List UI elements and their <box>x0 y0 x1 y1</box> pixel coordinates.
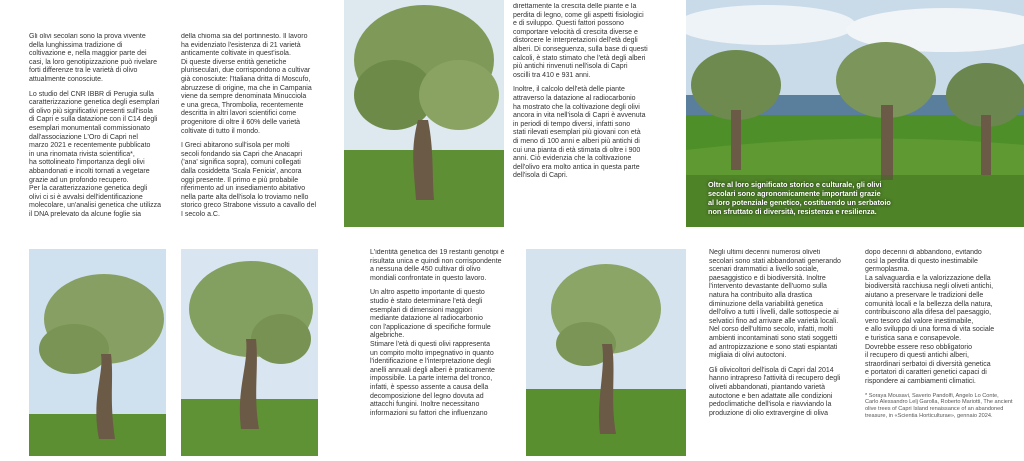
olive-tree-photo-4 <box>526 249 686 456</box>
text-column-6 <box>865 249 1015 459</box>
paragraph: Gli olivicoltori dell'isola di Capri dal 2014 hanno intrapreso l'attività di recupero degli oliveti abbandonati, piantando varietà autoctone e ben adattate alle condizioni pedoclimatiche dell'isola e riavviando la produzione di olio extravergine di oliva <box>709 366 841 417</box>
olive-tree-photo-3 <box>181 249 318 456</box>
text-column-5 <box>709 249 855 459</box>
olive-tree-image <box>29 249 166 456</box>
paragraph: Lo studio del CNR IBBR di Perugia sulla caratterizzazione genetica degli esemplari di olivo più significativi presenti sull'isola di Capri e sulla datazione con il C14 degli esemplari monumentali commissionato dall'associazione L'Oro di Capri nel marzo 2021 e recentemente pubblicato in una rinomata rivista scientifica*, ha sottolineato l'importanza degli olivi abbandonati e incolti tornati a vegetare grazie ad un profondo recupero. Per la caratterizzazione genetica degli olivi ci si è avvalsi dell'identificazione molecolare, un'analisi genetica che utilizza il DNA prelevato da alcune foglie sia <box>29 90 162 218</box>
text-column-4 <box>370 249 522 459</box>
paragraph: L'identità genetica dei 19 restanti genotipi è risultata unica e quindi non corrispondente a nessuna delle 450 cultivar di olivo mondiali confrontate in questo lavoro. <box>370 249 505 282</box>
text-column-1 <box>29 33 169 238</box>
paragraph: Un altro aspetto importante di questo studio è stato determinare l'età degli esemplari di dimensioni maggiori mediante datazione al radiocarbonio con l'applicazione di specifiche formule algebriche. Stimare l'età di questi olivi rappresenta un compito molto impegnativo in quanto l'identificazione e l'interpretazione degli anelli annuali degli alberi è praticamente impossibile. La parte interna del tronco, infatti, è spesso assente a causa della decomposizione del legno dovuta ad attacchi fungini. Inoltre necessitano informazioni su fattori che influenzano <box>370 289 495 417</box>
footnote: * Soraya Mousavi, Saverio Pandolfi, Angelo Lo Conte, Carlo Alessandro Lelj Garolla, Roberto Mariotti, The ancient olive trees of Capri Island renaissance of an abandoned treasure, in «Scientia Horticulturae», gennaio 2024. <box>865 392 1013 419</box>
paragraph: I Greci abitarono sull'isola per molti secoli fondando sia Capri che Anacapri ('ana' significa sopra), comuni collegati dalla cosiddetta 'Scala Fenicia', ancora oggi presente. Il primo e più probabile riferimento ad un insediamento abitativo nella parte alta dell'isola lo troviamo nello storico greco Strabone vissuto a cavallo del I secolo a.C. <box>181 142 317 218</box>
olive-tree-image <box>526 249 686 456</box>
paragraph: Inoltre, il calcolo dell'età delle piante attraverso la datazione al radiocarbonio ha mostrato che la coltivazione degli olivi ancora in vita nell'isola di Capri è avvenuta in periodi di tempo diversi, infatti sono stati rilevati esemplari più giovani con età di meno di 100 anni e alberi più antichi di cui una pianta di età stimata di oltre i 900 anni. Ciò evidenzia che la coltivazione dell'olivo era molto antica in questa parte dell'isola di Capri. <box>513 86 646 180</box>
olive-tree-photo-2 <box>29 249 166 456</box>
olive-tree-image <box>181 249 318 456</box>
text-column-3 <box>513 3 673 233</box>
olive-tree-image <box>344 0 504 227</box>
paragraph: della chioma sia del portinnesto. Il lavoro ha evidenziato l'esistenza di 21 varietà anticamente coltivate in quest'isola. Di queste diverse entità genetiche pluriseculari, due corrispondono a cultivar già conosciute: l'Italiana dritta di Moscufo, abruzzese di origine, ma che in Campania viene da sempre denominata Minucciola e una greca, Thrombolia, recentemente descritta in altri lavori scientifici come progenitore di oltre il 60% delle varietà coltivate di tutto il mondo. <box>181 33 312 135</box>
paragraph: dopo decenni di abbandono, evitando così la perdita di questo inestimabile germoplasma. La salvaguardia e la valorizzazione della biodiversità racchiusa negli oliveti antichi, aiutano a preservare le tradizioni delle comunità locali e la bellezza della natura, contribuiscono alla difesa del paesaggio, vero tesoro dal valore inestimabile, e allo sviluppo di una forma di vita sociale e turistica sana e consapevole. Dovrebbe essere reso obbligatorio il recupero di questi antichi alberi, straordinari serbatoi di diversità genetica e portatori di caratteri genetici capaci di rispondere ai cambiamenti climatici. <box>865 249 995 385</box>
photo-caption: Oltre al loro significato storico e culturale, gli olivi secolari sono agronomicamente importanti grazie al loro potenziale genetico, costituendo un serbatoio non sfruttato di diversità, resistenza e resilienza. <box>708 180 891 216</box>
paragraph: Gli olivi secolari sono la prova vivente della lunghissima tradizione di coltivazione e, nella maggior parte dei casi, la loro genotipizzazione può rivelare forti differenze tra le varietà di olivo attualmente conosciute. <box>29 33 158 83</box>
paragraph: direttamente la crescita delle piante e la perdita di legno, come gli aspetti fisiologici e di sviluppo. Questi fattori possono comportare velocità di crescita diverse e distorcere le interpretazioni dell'età degli alberi. Di conseguenza, sulla base di questi calcoli, è stato stimato che l'età degli alberi più antichi rinvenuti nell'isola di Capri oscilli tra 410 e 931 anni. <box>513 3 648 79</box>
text-column-2 <box>181 33 331 238</box>
olive-tree-photo-1 <box>344 0 504 227</box>
paragraph: Negli ultimi decenni numerosi oliveti secolari sono stati abbandonati generando scenari drammatici a livello sociale, paesaggistico e di biodiversità. Inoltre l'intervento devastante dell'uomo sulla natura ha contribuito alla drastica diminuzione della variabilità genetica dell'olivo a tutti i livelli, dalle sottospecie ai selvatici fino ad arrivare alle varietà locali. Nel corso dell'ultimo secolo, infatti, molti ambienti incontaminati sono stati soggetti ad antropizzazione e sono stati espiantati migliaia di olivi autoctoni. <box>709 249 841 360</box>
